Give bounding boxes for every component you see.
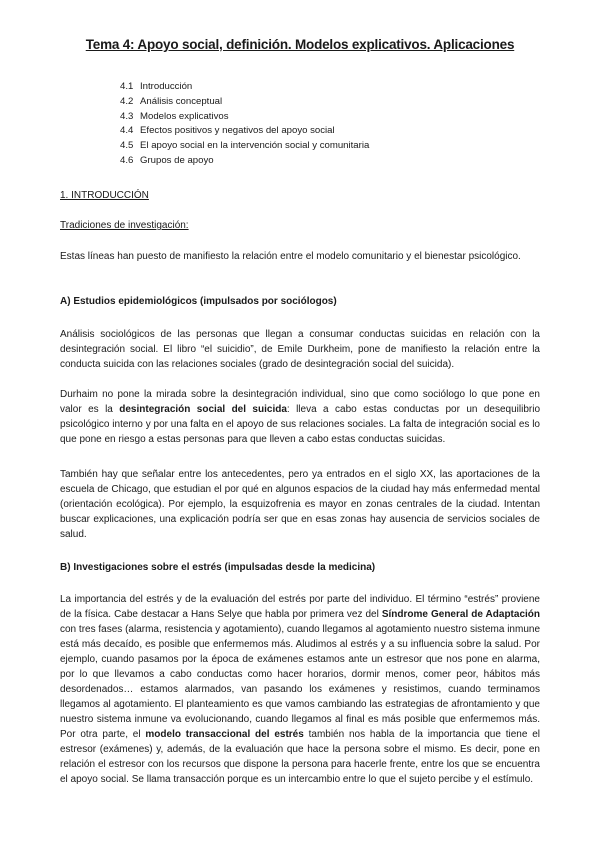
toc-item: 4.4 Efectos positivos y negativos del apoyo social [120,125,335,137]
section-heading-a: A) Estudios epidemiológicos (impulsados por sociólogos) [60,296,337,307]
page-title: Tema 4: Apoyo social, definición. Modelos explicativos. Aplicaciones [85,37,515,52]
section-heading-introduccion: 1. INTRODUCCIÓN [60,190,149,201]
paragraph-a2: Durhaim no pone la mirada sobre la desintegración individual, sino que como sociólogo lo que pone en valor es la desintegración social del suicida: lleva a cabo estas conductas por un desequilibrio psicológico interno y por una falta en el apoyo de sus relaciones sociales. La falta de integración social es lo que pone en riesgo a estas personas para que lleven a cabo estas conductas suicidas. [60,389,540,445]
intro-paragraph: Estas líneas han puesto de manifiesto la relación entre el modelo comunitario y el bienestar psicológico. [60,251,521,262]
section-heading-b: B) Investigaciones sobre el estrés (impulsadas desde la medicina) [60,562,376,573]
paragraph-a1: Análisis sociológicos de las personas que llegan a consumar conductas suicidas en relación con la desintegración social. El libro “el suicidio”, de Emile Durkheim, pone de manifiesto la relación entre la conducta suicida con las relaciones sociales (grado de desintegración social del suicida). [60,329,540,370]
toc-item: 4.1 Introducción [120,81,193,92]
subheading-tradiciones: Tradiciones de investigación: [60,220,189,231]
toc-item: 4.3 Modelos explicativos [120,110,229,122]
toc-item: 4.2 Análisis conceptual [120,95,223,107]
paragraph-b1: La importancia del estrés y de la evaluación del estrés por parte del individuo. El término “estrés” proviene de la física. Cabe destacar a Hans Selye que habla por primera vez del Síndrome General de Adaptación con tres fases (alarma, resistencia y agotamiento), cuando llegamos al agotamiento nuestro sistema inmune está más decaído, es posible que enfermemos más. Aludimos al estrés y a su influencia sobre la salud. Por ejemplo, cuando pasamos por la época de exámenes estamos ante un estresor que nos pone en alarma, por lo que llevamos a cabo conductas como hacer horarios, dormir menos, comer peor, hábitos más desordenados… estamos alarmados, van pasando los exámenes y resistimos, cuando terminamos llegamos al agotamiento. El planteamiento es que vamos cambiando las estrategias de afrontamiento y que nuestro sistema inmune va evolucionando, cuando llegamos al final es más posible que enfermemos más. Por otra parte, el modelo transaccional del estrés también nos habla de la importancia que tiene el estresor (exámenes) y, además, de la evaluación que hace la persona sobre el mismo. Es decir, pone en relación el estresor con los recursos que dispone la persona para hacerle frente, entre los que se encuentra el apoyo social. Se llama transacción porque es un intercambio entre lo que el sujeto percibe y el estímulo. [60,594,541,785]
paragraph-a3: También hay que señalar entre los antecedentes, pero ya entrados en el siglo XX, las aportaciones de la escuela de Chicago, que estudian el por qué en algunos espacios de la ciudad hay más enfermedad mental (orientación ecológica). Por ejemplo, la esquizofrenia es mayor en zonas centrales de la ciudad. Intentan buscar explicaciones, una explicación podría ser que en esas zonas hay ausencia de servicios sociales de salud. [60,469,540,540]
toc-item: 4.5 El apoyo social en la intervención social y comunitaria [120,140,370,152]
toc-item: 4.6 Grupos de apoyo [120,154,214,166]
table-of-contents [120,80,369,169]
